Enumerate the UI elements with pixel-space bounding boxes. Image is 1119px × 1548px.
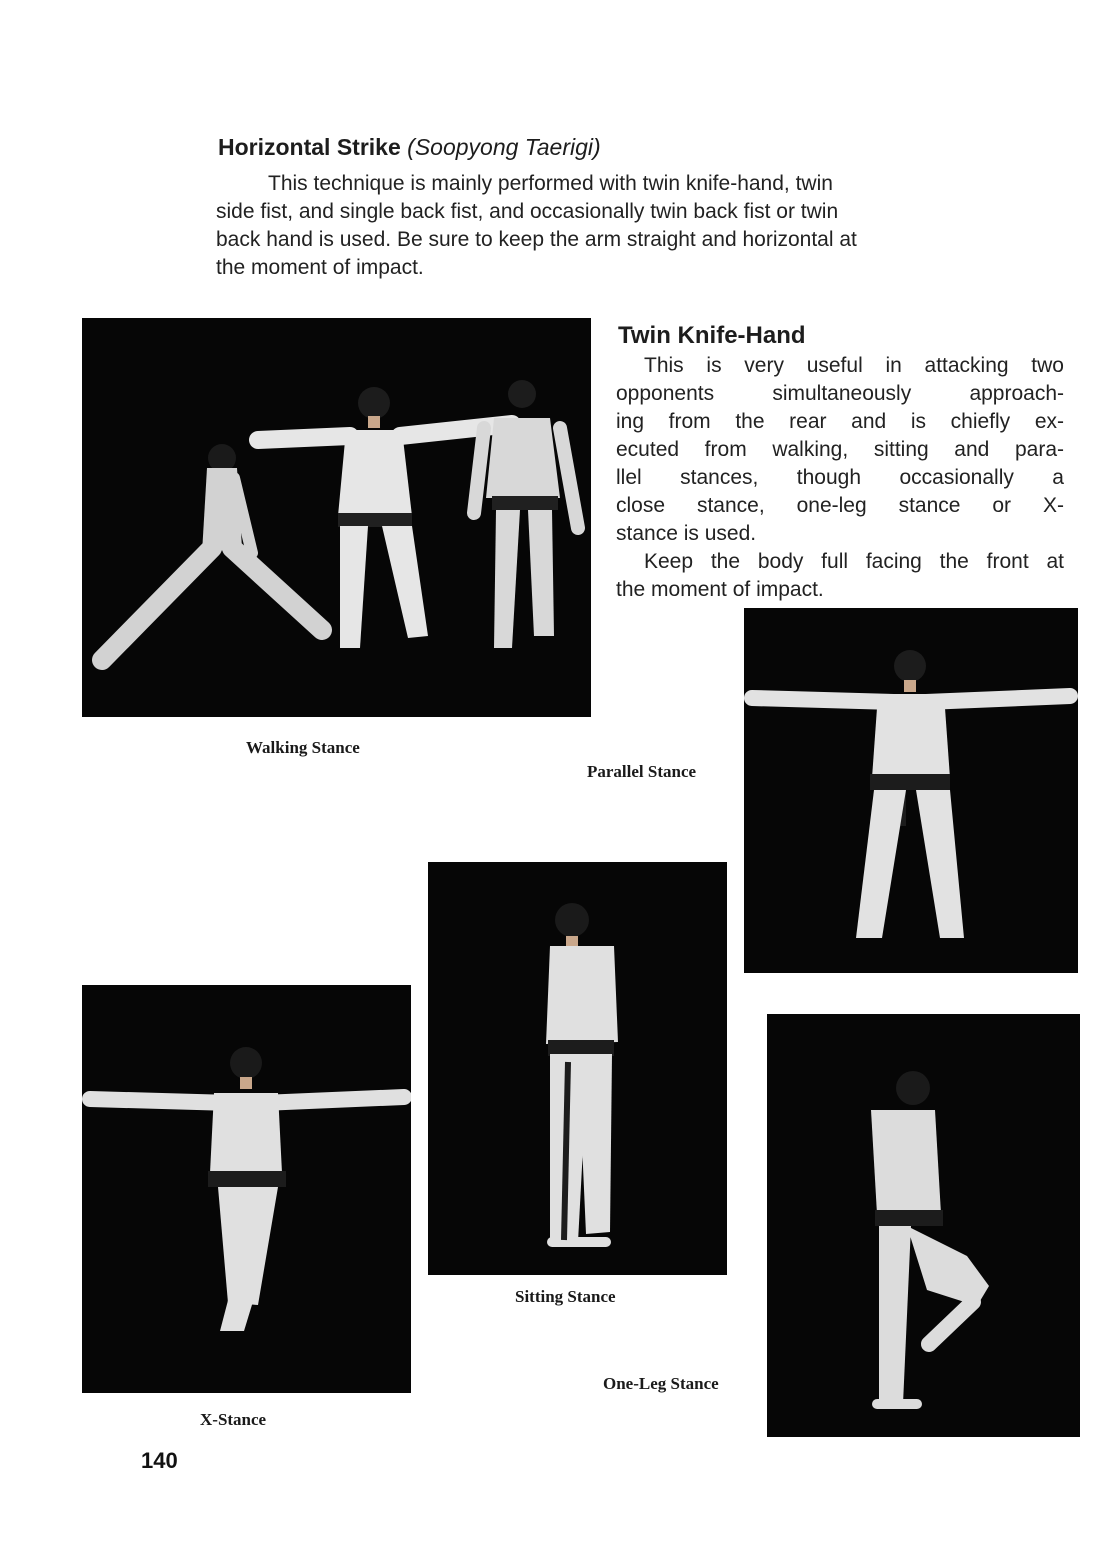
section-subtitle: (Soopyong Taerigi) (407, 134, 601, 160)
parallel-stance-photo (744, 608, 1078, 973)
twin-line: opponents simultaneously approach- (616, 382, 1064, 405)
x-stance-photo (82, 985, 411, 1393)
twin-line: close stance, one-leg stance or X- (616, 494, 1064, 517)
walking-stance-photo (82, 318, 591, 717)
walking-stance-caption: Walking Stance (246, 738, 360, 757)
intro-line: back hand is used. Be sure to keep the arm straight and horizontal at (216, 228, 857, 251)
section-title-text: Horizontal Strike (218, 134, 401, 160)
twin-line: llel stances, though occasionally a (616, 466, 1064, 489)
twin-line: Keep the body full facing the front at (644, 550, 1064, 573)
intro-line: This technique is mainly performed with twin knife-hand, twin (268, 172, 833, 195)
intro-line: side fist, and single back fist, and occasionally twin back fist or twin (216, 200, 839, 223)
one-leg-stance-photo (767, 1014, 1080, 1437)
twin-line: ing from the rear and is chiefly ex- (616, 410, 1064, 433)
twin-line: ecuted from walking, sitting and para- (616, 438, 1064, 461)
twin-knife-hand-heading: Twin Knife-Hand (618, 322, 806, 349)
intro-line: the moment of impact. (216, 256, 424, 279)
sitting-stance-figure (428, 862, 727, 1275)
one-leg-stance-figure (767, 1014, 1080, 1437)
twin-line: This is very useful in attacking two (644, 354, 1064, 377)
section-title (218, 134, 601, 161)
sitting-stance-photo (428, 862, 727, 1275)
page-number: 140 (141, 1448, 178, 1473)
twin-knife-hand-paragraph (616, 352, 1064, 604)
x-stance-figure (82, 985, 411, 1393)
walking-stance-figures (82, 318, 591, 717)
parallel-stance-figure (744, 608, 1078, 973)
parallel-stance-caption: Parallel Stance (587, 762, 697, 781)
twin-line: the moment of impact. (616, 578, 824, 601)
one-leg-stance-caption: One-Leg Stance (603, 1374, 719, 1393)
x-stance-caption: X-Stance (200, 1410, 267, 1429)
intro-paragraph (216, 170, 996, 282)
twin-line: stance is used. (616, 522, 757, 545)
sitting-stance-caption: Sitting Stance (515, 1287, 616, 1306)
